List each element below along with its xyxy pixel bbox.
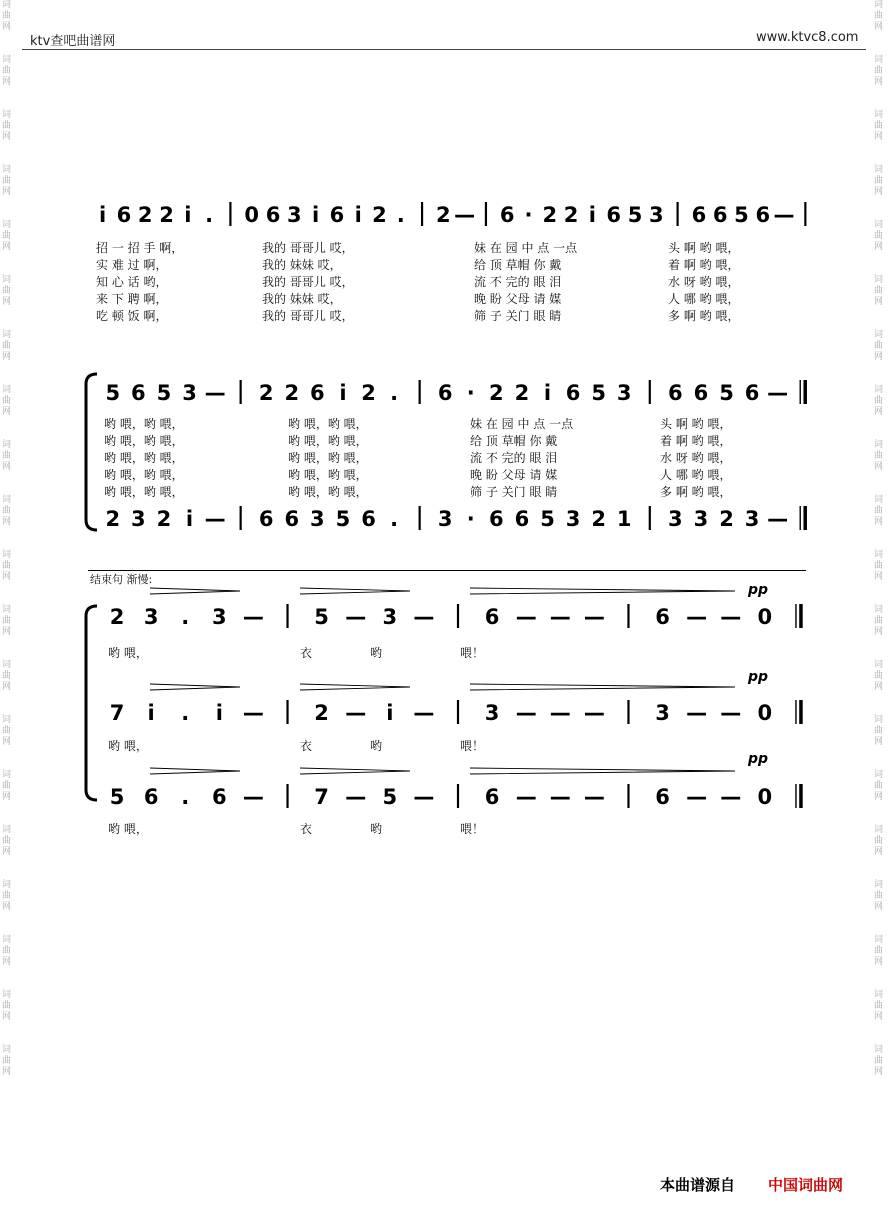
- system1-note: 5: [734, 203, 749, 227]
- system1-note: 2: [137, 203, 153, 227]
- ending-part-3-note: —: [413, 785, 435, 809]
- ending-part-1-note: 3: [212, 605, 227, 629]
- section-label: 结束句 渐慢:: [90, 573, 153, 586]
- decrescendo-hairpin: [150, 588, 240, 594]
- system2-lower-note: 3: [668, 507, 683, 531]
- ending-part-3-note: —: [242, 785, 264, 809]
- system2-lower-note: 5: [540, 507, 555, 531]
- dynamic-pp: pp: [748, 751, 769, 767]
- system1-note: 2: [563, 203, 579, 227]
- ending-part-3-note: 7: [314, 785, 329, 809]
- system2-upper-note: .: [390, 381, 399, 405]
- ending-part-3-note: —: [686, 785, 708, 809]
- section-rule: [88, 570, 806, 571]
- ending-part-2-note: —: [413, 701, 435, 725]
- footer-site-link[interactable]: 中国词曲网: [768, 1176, 844, 1194]
- ending-part-2-note: 3: [655, 701, 670, 725]
- system2-upper-note: 5: [591, 381, 606, 405]
- system1-note: .: [396, 203, 405, 227]
- system2-lyric: 着 啊 哟 喂，: [660, 434, 732, 448]
- ending-part-1-note: —: [413, 605, 435, 629]
- ending-part-3-note: .: [181, 785, 190, 809]
- system2-lower-note: 6: [284, 507, 300, 531]
- system2-upper-note: 5: [105, 381, 121, 405]
- ending-part-3-note: —: [549, 785, 571, 809]
- ending-part-3-note: 6: [484, 785, 500, 809]
- header-site-title: ktv查吧曲谱网: [30, 34, 116, 49]
- system2-lyric: 哟 喂，哟 喂，: [288, 417, 368, 431]
- system2-lower-note: —: [204, 507, 226, 531]
- system1-note: 6: [329, 203, 345, 227]
- ending-part-2-note: 2: [314, 701, 329, 725]
- system2-lower-note: 2: [591, 507, 606, 531]
- system1-lyric: 多 啊 哟 喂，: [668, 309, 740, 323]
- system1-lyric: 实 难 过 啊，: [96, 258, 168, 272]
- system2-upper-note: 6: [744, 381, 760, 405]
- system2-lyric: 筛 子 关门 眼 睛: [470, 485, 558, 499]
- system1-lyric: 我的 哥哥儿 哎，: [262, 309, 354, 323]
- system2-lower-note: 6: [489, 507, 504, 531]
- system2-lower-note: 3: [310, 507, 325, 531]
- system1-lyric: 我的 妹妹 哎，: [262, 258, 342, 272]
- system2-lyric: 哟 喂，哟 喂，: [288, 434, 368, 448]
- system2-lyric: 多 啊 哟 喂，: [660, 485, 732, 499]
- ending-part-1-note: 2: [109, 605, 125, 629]
- ending-lyric: 衣: [300, 739, 313, 753]
- system1-note: 2: [542, 203, 558, 227]
- ending-lyric: 哟: [370, 822, 383, 836]
- system2-lyric: 哟 喂，哟 喂，: [288, 485, 368, 499]
- system1-note: i: [311, 203, 320, 227]
- system1-note: 2: [372, 203, 387, 227]
- system2-lower-note: 6: [361, 507, 376, 531]
- system1-lyric: 筛 子 关门 眼 睛: [474, 309, 562, 323]
- decrescendo-hairpin: [300, 768, 410, 774]
- system1-note: —: [773, 203, 795, 227]
- system2-lyric: 哟 喂，哟 喂，: [288, 451, 368, 465]
- system2-lower-note: 1: [616, 507, 632, 531]
- ending-part-1-note: 0: [757, 605, 773, 629]
- ending-lyric: 喂！: [460, 739, 485, 753]
- system2-upper-note: 3: [182, 381, 197, 405]
- ending-part-1-note: 5: [314, 605, 329, 629]
- system1-lyric: 知 心 话 哟，: [96, 275, 168, 289]
- system2-upper-note: —: [767, 381, 789, 405]
- dynamic-pp: pp: [748, 582, 769, 598]
- watermark-right: 词 曲 网 词 曲 网 词 曲 网 词 曲 网 词 曲 网 词 曲 网 词 曲 网 词 曲 网 词 曲 网 词 曲 网 词 曲 网 词 曲 网 词 曲 网 词 曲 网 词 曲 网 词 曲 网 词 曲 网 词 曲 网 词 曲 网 词 曲 网: [874, 0, 884, 1077]
- system2-upper-note: 6: [437, 381, 453, 405]
- decrescendo-hairpin: [300, 684, 410, 690]
- system1-lyric: 妹 在 园 中 点 一点: [474, 241, 578, 255]
- header-site-url[interactable]: www.ktvc8.com: [756, 30, 859, 45]
- system1-note: i: [354, 203, 362, 227]
- system1-lyric: 招 一 招 手 啊，: [96, 241, 184, 255]
- system1-note: .: [205, 203, 214, 227]
- ending-lyric: 哟 喂，: [108, 739, 148, 753]
- system2-lyric: 晚 盼 父母 请 媒: [470, 468, 558, 482]
- system1-lyric: 我的 妹妹 哎，: [262, 292, 342, 306]
- system1-lyric: 我的 哥哥儿 哎，: [262, 275, 354, 289]
- system1-note: i: [588, 203, 597, 227]
- ending-part-3-note: 6: [212, 785, 227, 809]
- ending-part-2-note: 3: [484, 701, 500, 725]
- system2-lower-note: .: [390, 507, 399, 531]
- system1-note: 6: [606, 203, 622, 227]
- ending-part-2-note: —: [515, 701, 537, 725]
- system1-note: 6: [116, 203, 132, 227]
- ending-part-2-note: —: [345, 701, 367, 725]
- system2-lyric: 水 呀 哟 喂，: [660, 451, 732, 465]
- system2-lyric: 哟 喂，哟 喂，: [104, 417, 184, 431]
- ending-part-2-note: —: [686, 701, 708, 725]
- system2-lower-note: 3: [131, 507, 146, 531]
- ending-part-3-note: —: [720, 785, 742, 809]
- dynamic-pp: pp: [748, 669, 769, 685]
- system1-note: —: [454, 203, 476, 227]
- decrescendo-hairpin: [470, 684, 735, 690]
- ending-part-2-note: .: [181, 701, 190, 725]
- system2-lower-note: 2: [719, 507, 734, 531]
- system2-lyric: 哟 喂，哟 喂，: [104, 434, 184, 448]
- ending-lyric: 哟 喂，: [108, 822, 148, 836]
- system2-upper-note: 2: [258, 381, 274, 405]
- ending-lyric: 衣: [300, 646, 313, 660]
- footer-source-label: 本曲谱源自: [660, 1176, 736, 1194]
- ending-part-1-note: 3: [143, 605, 159, 629]
- system2-upper-note: 2: [514, 381, 530, 405]
- system1-note: 3: [648, 203, 664, 227]
- ending-lyric: 哟: [370, 739, 383, 753]
- system2-upper-note: 2: [284, 381, 300, 405]
- system2-brace: [86, 374, 97, 530]
- ending-part-1-note: —: [720, 605, 742, 629]
- system2-lyric: 妹 在 园 中 点 一点: [470, 417, 574, 431]
- system2-upper-note: i: [543, 381, 552, 405]
- system1-note: 5: [627, 203, 643, 227]
- ending-part-3-note: 5: [109, 785, 125, 809]
- system2-lyric: 头 啊 哟 喂，: [660, 417, 732, 431]
- decrescendo-hairpin: [470, 588, 735, 594]
- system1-note: 3: [286, 203, 302, 227]
- system2-lower-note: 2: [105, 507, 121, 531]
- system1-note: 6: [265, 203, 281, 227]
- system1-lyric: 水 呀 哟 喂，: [668, 275, 740, 289]
- ending-part-2-note: i: [386, 701, 394, 725]
- system2-lyric: 哟 喂，哟 喂，: [104, 468, 184, 482]
- ending-part-3-note: 5: [382, 785, 398, 809]
- system2-lower-note: i: [185, 507, 194, 531]
- system2-lyric: 流 不 完的 眼 泪: [470, 451, 558, 465]
- system1-lyric: 人 哪 哟 喂，: [668, 292, 740, 306]
- ending-lyric: 喂！: [460, 822, 485, 836]
- system2-lower-note: 5: [335, 507, 351, 531]
- ending-lyric: 哟: [370, 646, 383, 660]
- ending-part-1-note: .: [181, 605, 190, 629]
- ending-part-1-note: 6: [655, 605, 670, 629]
- ending-part-1-note: —: [549, 605, 571, 629]
- system2-upper-note: i: [339, 381, 347, 405]
- system1-note: 6: [755, 203, 771, 227]
- ending-part-2-note: 7: [109, 701, 125, 725]
- ending-part-2-note: i: [215, 701, 223, 725]
- decrescendo-hairpin: [150, 768, 240, 774]
- ending-part-2-note: i: [147, 701, 155, 725]
- system1-lyric: 吃 顿 饭 啊，: [96, 309, 168, 323]
- system2-lower-note: 3: [565, 507, 581, 531]
- ending-part-1-note: —: [686, 605, 708, 629]
- ending-part-1-note: —: [345, 605, 367, 629]
- system2-lyric: 哟 喂，哟 喂，: [104, 485, 184, 499]
- system1-lyric: 晚 盼 父母 请 媒: [474, 292, 562, 306]
- decrescendo-hairpin: [300, 588, 410, 594]
- ending-part-2-note: —: [549, 701, 571, 725]
- system1-note: 6: [691, 203, 707, 227]
- system1-note: ·: [524, 203, 533, 227]
- system2-upper-note: 2: [361, 381, 376, 405]
- ending-part-3-note: 6: [143, 785, 159, 809]
- system2-upper-note: 3: [616, 381, 632, 405]
- system2-upper-note: 6: [693, 381, 709, 405]
- system2-lower-note: ·: [466, 507, 475, 531]
- system2-lyric: 哟 喂，哟 喂，: [288, 468, 368, 482]
- system1-note: 6: [499, 203, 515, 227]
- system2-upper-note: 6: [668, 381, 683, 405]
- system2-lower-note: 3: [744, 507, 760, 531]
- ending-brace: [86, 606, 97, 800]
- system2-upper-note: 6: [131, 381, 146, 405]
- ending-part-3-note: 6: [655, 785, 670, 809]
- system2-lyric: 给 顶 草帽 你 戴: [470, 434, 558, 448]
- ending-part-3-note: —: [345, 785, 367, 809]
- watermark-left: 词 曲 网 词 曲 网 词 曲 网 词 曲 网 词 曲 网 词 曲 网 词 曲 网 词 曲 网 词 曲 网 词 曲 网 词 曲 网 词 曲 网 词 曲 网 词 曲 网 词 曲 网 词 曲 网 词 曲 网 词 曲 网 词 曲 网 词 曲 网: [2, 0, 12, 1077]
- ending-part-2-note: —: [242, 701, 264, 725]
- system1-note: 0: [244, 203, 260, 227]
- ending-part-1-note: —: [242, 605, 264, 629]
- system2-upper-note: 5: [156, 381, 172, 405]
- decrescendo-hairpin: [150, 684, 240, 690]
- ending-lyric: 哟 喂，: [108, 646, 148, 660]
- system2-lower-note: —: [767, 507, 789, 531]
- ending-part-1-note: 3: [382, 605, 398, 629]
- system1-lyric: 头 啊 哟 喂，: [668, 241, 740, 255]
- ending-lyric: 喂！: [460, 646, 485, 660]
- ending-part-2-note: —: [720, 701, 742, 725]
- system1-lyric: 流 不 完的 眼 泪: [474, 275, 562, 289]
- decrescendo-hairpin: [470, 768, 735, 774]
- system1-note: 6: [712, 203, 728, 227]
- system1-note: i: [184, 203, 192, 227]
- system2-upper-note: 2: [489, 381, 504, 405]
- system1-lyric: 来 下 聘 啊，: [96, 292, 168, 306]
- system1-note: 2: [436, 203, 451, 227]
- system2-lyric: 人 哪 哟 喂，: [660, 468, 732, 482]
- system2-lower-note: 3: [693, 507, 709, 531]
- ending-part-3-note: —: [515, 785, 537, 809]
- ending-part-3-note: 0: [757, 785, 773, 809]
- ending-part-1-note: —: [515, 605, 537, 629]
- ending-lyric: 衣: [300, 822, 313, 836]
- ending-part-2-note: 0: [757, 701, 773, 725]
- system1-lyric: 着 啊 哟 喂，: [668, 258, 740, 272]
- system2-upper-note: 6: [565, 381, 581, 405]
- system2-upper-note: ·: [466, 381, 475, 405]
- ending-part-3-note: —: [583, 785, 605, 809]
- system2-upper-note: 5: [719, 381, 734, 405]
- system2-lower-note: 6: [514, 507, 530, 531]
- ending-part-2-note: —: [583, 701, 605, 725]
- system2-lower-note: 2: [156, 507, 172, 531]
- ending-part-1-note: —: [583, 605, 605, 629]
- system2-lower-note: 3: [437, 507, 453, 531]
- system2-lyric: 哟 喂，哟 喂，: [104, 451, 184, 465]
- system2-lower-note: 6: [258, 507, 274, 531]
- system1-note: i: [99, 203, 107, 227]
- ending-part-1-note: 6: [484, 605, 500, 629]
- system1-lyric: 给 顶 草帽 你 戴: [474, 258, 562, 272]
- system2-upper-note: —: [204, 381, 226, 405]
- system2-upper-note: 6: [310, 381, 325, 405]
- system1-lyric: 我的 哥哥儿 哎，: [262, 241, 354, 255]
- system1-note: 2: [159, 203, 174, 227]
